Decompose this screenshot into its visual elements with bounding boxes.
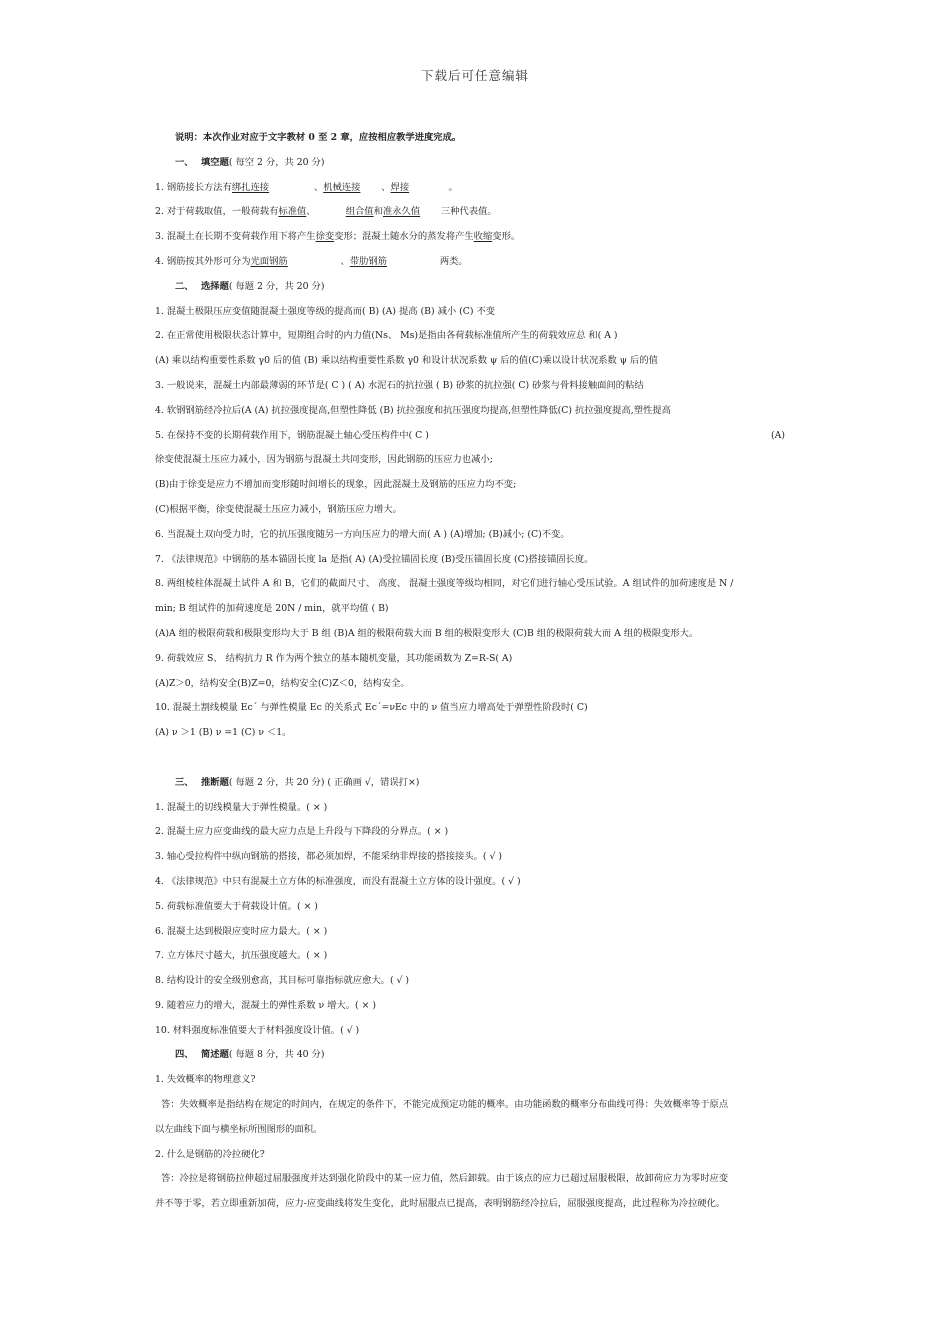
choice-line: (A) ν ＞1 (B) ν =1 (C) ν ＜1。 bbox=[155, 727, 292, 739]
section-title: 填空题 bbox=[201, 156, 229, 168]
question-text: 变形；混凝土随水分的蒸发将产生 bbox=[334, 231, 474, 243]
judge-line: 6. 混凝土达到极限应变时应力最大。( × ) bbox=[155, 925, 328, 937]
section-number: 一、 bbox=[175, 156, 194, 168]
fill-question-1 bbox=[155, 176, 795, 201]
fill-question-4 bbox=[155, 250, 795, 275]
section-heading-short-answer bbox=[155, 1043, 795, 1068]
section-title: 简述题 bbox=[201, 1049, 229, 1061]
judge-line: 4. 《法律规范》中只有混凝土立方体的标准强度，而没有混凝土立方体的设计强度。( √ ) bbox=[155, 875, 521, 887]
question-text: 变形。 bbox=[492, 231, 521, 243]
judge-line: 1. 混凝土的切线模量大于弹性模量。( × ) bbox=[155, 801, 328, 813]
section-number: 四、 bbox=[175, 1049, 194, 1061]
question-text: 5. 在保持不变的长期荷载作用下，钢筋混凝土轴心受压构件中( C ) bbox=[155, 429, 429, 441]
choice-line: 徐变使混凝土压应力减小，因为钢筋与混凝土共同变形，因此钢筋的压应力也减小; bbox=[155, 454, 493, 466]
document-body bbox=[155, 126, 795, 1217]
question-text: 三种代表值。 bbox=[440, 206, 497, 218]
section-title: 推断题 bbox=[201, 776, 229, 788]
judge-line: 5. 荷载标准值要大于荷载设计值。( × ) bbox=[155, 900, 318, 912]
judge-line: 7. 立方体尺寸越大，抗压强度越大。( × ) bbox=[155, 950, 328, 962]
judge-line: 2. 混凝土应力应变曲线的最大应力点是上升段与下降段的分界点。( × ) bbox=[155, 826, 449, 838]
choice-line: 1. 混凝土极限压应变值随混凝土强度等级的提高而( B) (A) 提高 (B) 减小 (C) 不变 bbox=[155, 305, 496, 317]
separator: 和 bbox=[373, 206, 383, 218]
choice-line: 4. 软钢钢筋经冷拉后(A (A) 抗拉强度提高,但塑性降低 (B) 抗拉强度和抗压强度均提高,但塑性降低(C) 抗拉强度提高,塑性提高 bbox=[155, 404, 671, 416]
section-number: 二、 bbox=[175, 280, 194, 292]
section-number: 三、 bbox=[175, 776, 194, 788]
short-answer-question: 1. 失效概率的物理意义? bbox=[155, 1074, 256, 1086]
question-text: 两类。 bbox=[439, 255, 468, 267]
answer-blank: 焊接 bbox=[390, 181, 410, 193]
separator: 、 bbox=[340, 255, 350, 267]
section-note: ( 每题 8 分，共 40 分) bbox=[228, 1049, 325, 1061]
choice-line: 8. 两组棱柱体混凝土试件 A 和 B，它们的截面尺寸、 高度、 混凝土强度等级均相同，对它们进行轴心受压试验。A 组试件的加荷速度是 N / bbox=[155, 578, 734, 590]
choice-line bbox=[155, 424, 795, 449]
fill-question-3 bbox=[155, 225, 795, 250]
section-note: ( 每空 2 分，共 20 分) bbox=[228, 156, 325, 168]
section-note: ( 每题 2 分，共 20 分) bbox=[228, 280, 325, 292]
choice-line: (A)Z＞0，结构安全(B)Z=0，结构安全(C)Z＜0，结构安全。 bbox=[155, 677, 410, 689]
page-header: 下载后可任意编辑 bbox=[420, 68, 529, 83]
section-note: ( 每题 2 分，共 20 分) ( 正确画 √，错误打×) bbox=[228, 776, 420, 788]
section-heading-fill bbox=[155, 151, 795, 176]
answer-blank: 组合值 bbox=[345, 206, 374, 218]
intro-note: 说明：本次作业对应于文字教材 0 至 2 章，应按相应教学进度完成。 bbox=[175, 132, 462, 143]
answer-blank: 准永久值 bbox=[382, 206, 421, 218]
judge-line: 9. 随着应力的增大，混凝土的弹性系数 ν 增大。( × ) bbox=[155, 999, 376, 1011]
short-answer-text: 答：冷拉是将钢筋拉伸超过屈服强度并达到强化阶段中的某一应力值，然后卸载。由于该点的应力已超过屈服极限，故卸荷应力为零时应变 bbox=[161, 1173, 729, 1185]
separator: 、 bbox=[306, 206, 316, 218]
separator: 、 bbox=[313, 181, 324, 193]
question-text: 。 bbox=[448, 181, 458, 193]
question-text: 2. 对于荷载取值，一般荷载有 bbox=[155, 206, 279, 218]
question-text: 1. 钢筋接长方法有 bbox=[155, 181, 232, 193]
choice-line: (A) 乘以结构重要性系数 γ0 后的值 (B) 乘以结构重要性系数 γ0 和设计状况系数 ψ 后的值(C)乘以设计状况系数 ψ 后的值 bbox=[155, 355, 658, 367]
choice-line: (B)由于徐变是应力不增加而变形随时间增长的现象，因此混凝土及钢筋的压应力均不变; bbox=[155, 479, 517, 491]
judge-line: 8. 结构设计的安全级别愈高，其目标可靠指标就应愈大。( √ ) bbox=[155, 975, 410, 987]
answer-blank: 绑扎连接 bbox=[231, 181, 270, 193]
question-text: 3. 混凝土在长期不变荷载作用下将产生 bbox=[155, 231, 316, 243]
choice-line: 3. 一般说来，混凝土内部最薄弱的环节是( C ) ( A) 水泥石的抗拉强 ( B) 砂浆的抗拉强( C) 砂浆与骨料接触面间的粘结 bbox=[155, 379, 644, 391]
short-answer-text: 并不等于零，若立即重新加荷，应力-应变曲线将发生变化，此时屈服点已提高，表明钢筋经冷拉后，屈服强度提高，此过程称为冷拉硬化。 bbox=[155, 1198, 726, 1210]
choice-line: (C)根据平衡，徐变使混凝土压应力减小，钢筋压应力增大。 bbox=[155, 503, 402, 515]
choice-line: 9. 荷载效应 S、 结构抗力 R 作为两个独立的基本随机变量，其功能函数为 Z=R-S( A) bbox=[155, 652, 513, 664]
choice-line: (A)A 组的极限荷载和极限变形均大于 B 组 (B)A 组的极限荷载大而 B 组的极限变形大 (C)B 组的极限荷载大而 A 组的极限变形大。 bbox=[155, 627, 699, 639]
choice-line: 10. 混凝土割线模量 Ec´ 与弹性模量 Ec 的关系式 Ec´=νEc 中的 ν 值当应力增高处于弹塑性阶段时( C) bbox=[155, 702, 588, 714]
choice-line: 2. 在正常使用极限状态计算中，短期组合时的内力值(Ns、 Ms)是指由各荷载标准值所产生的荷载效应总 和( A ) bbox=[155, 330, 618, 342]
choice-line: min; B 组试件的加荷速度是 20N / min，就平均值 ( B) bbox=[155, 603, 389, 615]
answer-blank: 光面钢筋 bbox=[250, 255, 288, 267]
answer-blank: 收缩 bbox=[473, 231, 493, 243]
option-label: (A) bbox=[771, 429, 785, 441]
judge-line: 3. 轴心受拉构件中纵向钢筋的搭接，都必须加焊，不能采纳非焊接的搭接接头。( √ ) bbox=[155, 851, 503, 863]
choice-line: 6. 当混凝土双向受力时，它的抗压强度随另一方向压应力的增大而( A ) (A)增加; (B)减小; (C)不变。 bbox=[155, 528, 570, 540]
choice-line: 7. 《法律规范》中钢筋的基本锚固长度 la 是指( A) (A)受拉锚固长度 (B)受压锚固长度 (C)搭接锚固长度。 bbox=[155, 553, 594, 565]
answer-blank: 机械连接 bbox=[323, 181, 361, 193]
judge-line: 10. 材料强度标准值要大于材料强度设计值。( √ ) bbox=[155, 1024, 360, 1036]
section-title: 选择题 bbox=[201, 280, 229, 292]
short-answer-text: 以左曲线下面与横坐标所围图形的面积。 bbox=[155, 1123, 323, 1135]
spacer bbox=[155, 746, 795, 771]
answer-blank: 带肋钢筋 bbox=[349, 255, 388, 267]
short-answer-text: 答：失效概率是指结构在规定的时间内，在规定的条件下，不能完成预定功能的概率。由功能函数的概率分布曲线可得：失效概率等于原点 bbox=[161, 1099, 729, 1111]
answer-blank: 徐变 bbox=[315, 231, 335, 243]
section-heading-choice bbox=[155, 275, 795, 300]
section-heading-judge bbox=[155, 771, 795, 796]
fill-question-2 bbox=[155, 200, 795, 225]
answer-blank: 标准值 bbox=[278, 206, 307, 218]
separator: 、 bbox=[381, 181, 391, 193]
short-answer-question: 2. 什么是钢筋的冷拉硬化? bbox=[155, 1148, 265, 1160]
question-text: 4. 钢筋按其外形可分为 bbox=[155, 255, 251, 267]
